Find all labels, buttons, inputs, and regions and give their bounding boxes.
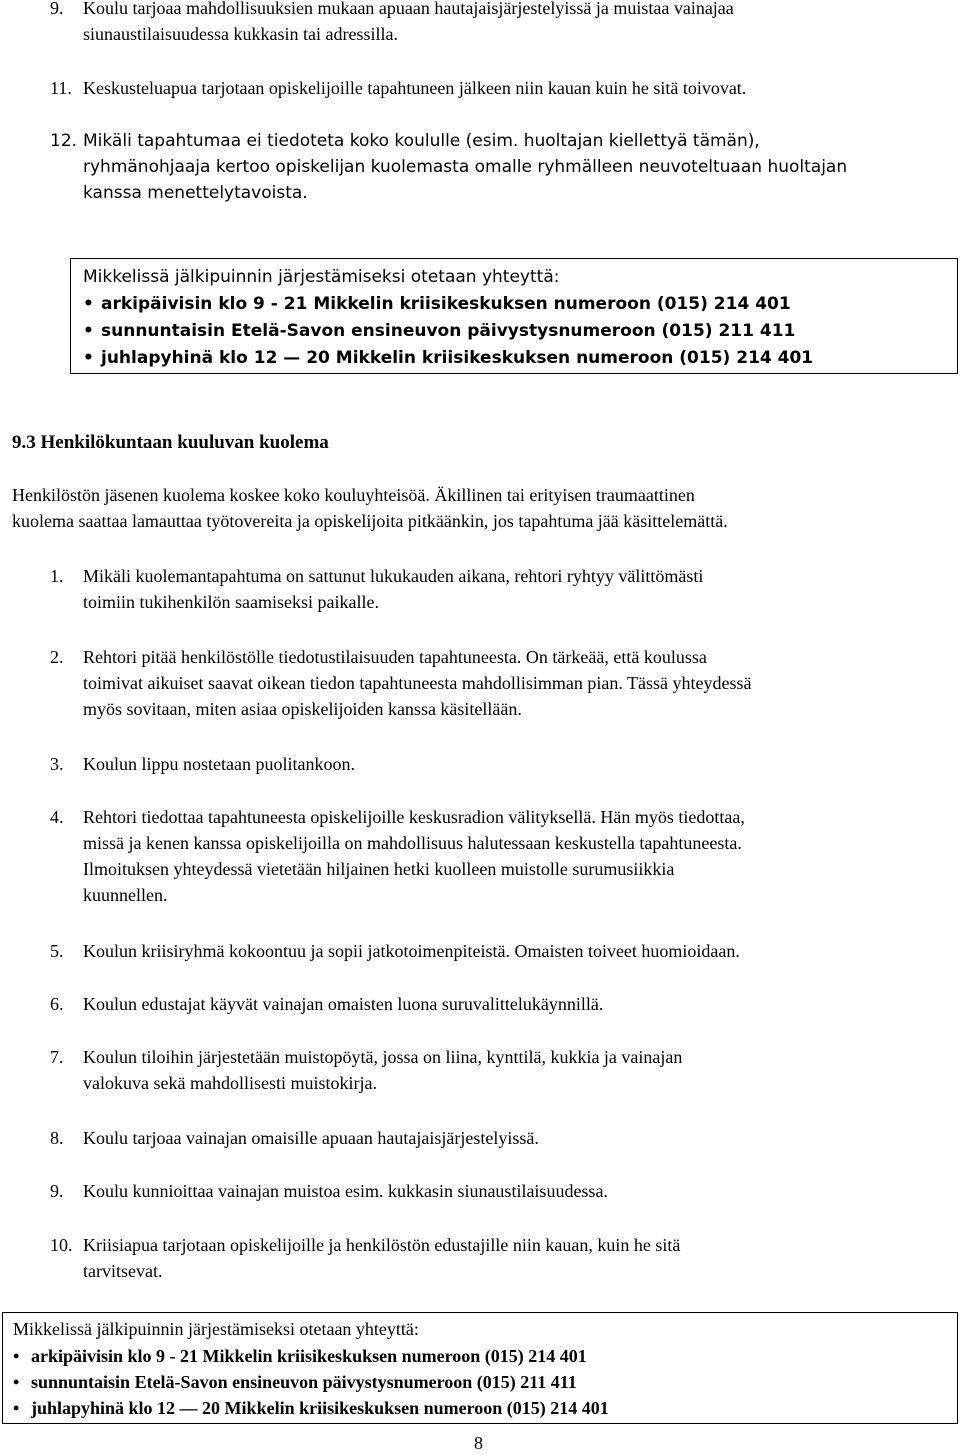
- list-text-line: Koulun kriisiryhmä kokoontuu ja sopii jatkotoimenpiteistä. Omaisten toiveet huomioidaan.: [83, 941, 740, 961]
- list-text-line: Koulu tarjoaa mahdollisuuksien mukaan apuaan hautajaisjärjestelyissä ja muistaa vainajaa: [83, 0, 734, 18]
- list-text-line: Koulun edustajat käyvät vainajan omaisten luona suruvalittelukäynnillä.: [83, 994, 604, 1014]
- list-number: 6.: [50, 994, 64, 1014]
- list-text-line: Koulu kunnioittaa vainajan muistoa esim. kukkasin siunaustilaisuudessa.: [83, 1181, 608, 1201]
- list-text-line: missä ja kenen kanssa opiskelijoilla on mahdollisuus halutessaan keskustella tapahtuneesta.: [83, 833, 742, 853]
- contact-box: [2, 1312, 958, 1424]
- bullet-icon: •: [13, 1346, 20, 1366]
- list-text-line: siunaustilaisuudessa kukkasin tai adressilla.: [83, 24, 398, 44]
- intro-line: Henkilöstön jäsenen kuolema koskee koko kouluyhteisöä. Äkillinen tai erityisen traumaattinen: [12, 485, 695, 505]
- list-number: 10.: [50, 1235, 73, 1255]
- list-text-line: Ilmoituksen yhteydessä vietetään hiljainen hetki kuolleen muistolle surumusiikkia: [83, 859, 675, 879]
- list-number: 12.: [50, 131, 78, 151]
- list-number: 9.: [50, 1181, 64, 1201]
- list-text-line: Rehtori pitää henkilöstölle tiedotustilaisuuden tapahtuneesta. On tärkeää, että koulussa: [83, 647, 707, 667]
- list-text-line: kuunnellen.: [83, 885, 168, 905]
- contact-bullet: • sunnuntaisin Etelä-Savon ensineuvon päivystysnumeroon (015) 211 411: [83, 318, 795, 344]
- intro-line: kuolema saattaa lamauttaa työtovereita ja opiskelijoita pitkäänkin, jos tapahtuma jää käsittelemättä.: [12, 511, 728, 531]
- list-text-line: ryhmänohjaaja kertoo opiskelijan kuolemasta omalle ryhmälleen neuvoteltuaan huoltajan: [83, 157, 848, 177]
- list-number: 5.: [50, 941, 64, 961]
- list-text-line: tarvitsevat.: [83, 1261, 163, 1281]
- list-number: 1.: [50, 566, 64, 586]
- list-number: 11.: [50, 78, 72, 98]
- bullet-icon: •: [83, 294, 94, 314]
- section-title: 9.3 Henkilökuntaan kuuluvan kuolema: [12, 432, 329, 453]
- list-number: 2.: [50, 647, 64, 667]
- page-number: 8: [474, 1433, 483, 1453]
- list-text-line: Rehtori tiedottaa tapahtuneesta opiskelijoille keskusradion välityksellä. Hän myös tiedottaa,: [83, 807, 745, 827]
- bullet-icon: •: [83, 321, 94, 341]
- contact-bullet: • juhlapyhinä klo 12 — 20 Mikkelin kriisikeskuksen numeroon (015) 214 401: [13, 1395, 609, 1421]
- list-text-line: Kriisiapua tarjotaan opiskelijoille ja henkilöstön edustajille niin kauan, kuin he sitä: [83, 1235, 681, 1255]
- bullet-icon: •: [13, 1398, 20, 1418]
- list-text-line: kanssa menettelytavoista.: [83, 183, 308, 203]
- list-number: 3.: [50, 754, 64, 774]
- contact-heading: Mikkelissä jälkipuinnin järjestämiseksi otetaan yhteyttä:: [13, 1319, 419, 1339]
- list-text-line: myös sovitaan, miten asiaa opiskelijoiden kanssa käsitellään.: [83, 699, 522, 719]
- contact-bullet: • arkipäivisin klo 9 - 21 Mikkelin kriisikeskuksen numeroon (015) 214 401: [13, 1343, 587, 1369]
- list-number: 7.: [50, 1047, 64, 1067]
- contact-heading: Mikkelissä jälkipuinnin järjestämiseksi otetaan yhteyttä:: [83, 267, 560, 287]
- list-text-line: toimivat aikuiset saavat oikean tiedon tapahtuneesta mahdollisimman pian. Tässä yhteydessä: [83, 673, 752, 693]
- list-number: 8.: [50, 1128, 64, 1148]
- list-text-line: Mikäli kuolemantapahtuma on sattunut lukukauden aikana, rehtori ryhtyy välittömästi: [83, 566, 704, 586]
- bullet-icon: •: [13, 1372, 20, 1392]
- list-text-line: Koulu tarjoaa vainajan omaisille apuaan hautajaisjärjestelyissä.: [83, 1128, 539, 1148]
- contact-bullet: • juhlapyhinä klo 12 — 20 Mikkelin kriisikeskuksen numeroon (015) 214 401: [83, 345, 813, 371]
- bullet-icon: •: [83, 348, 94, 368]
- list-number: 9.: [50, 0, 64, 18]
- list-number: 4.: [50, 807, 64, 827]
- list-text-line: Koulun lippu nostetaan puolitankoon.: [83, 754, 355, 774]
- contact-bullet: • sunnuntaisin Etelä-Savon ensineuvon päivystysnumeroon (015) 211 411: [13, 1369, 577, 1395]
- contact-box: [70, 258, 958, 374]
- list-text-line: Mikäli tapahtumaa ei tiedoteta koko koululle (esim. huoltajan kiellettyä tämän),: [83, 131, 760, 151]
- contact-bullet: • arkipäivisin klo 9 - 21 Mikkelin kriisikeskuksen numeroon (015) 214 401: [83, 291, 791, 317]
- list-text-line: Keskusteluapua tarjotaan opiskelijoille tapahtuneen jälkeen niin kauan kuin he sitä toivovat.: [83, 78, 747, 98]
- list-text-line: Koulun tiloihin järjestetään muistopöytä, jossa on liina, kynttilä, kukkia ja vainajan: [83, 1047, 683, 1067]
- list-text-line: valokuva sekä mahdollisesti muistokirja.: [83, 1073, 377, 1093]
- section-intro: [12, 482, 952, 534]
- list-text-line: toimiin tukihenkilön saamiseksi paikalle.: [83, 592, 379, 612]
